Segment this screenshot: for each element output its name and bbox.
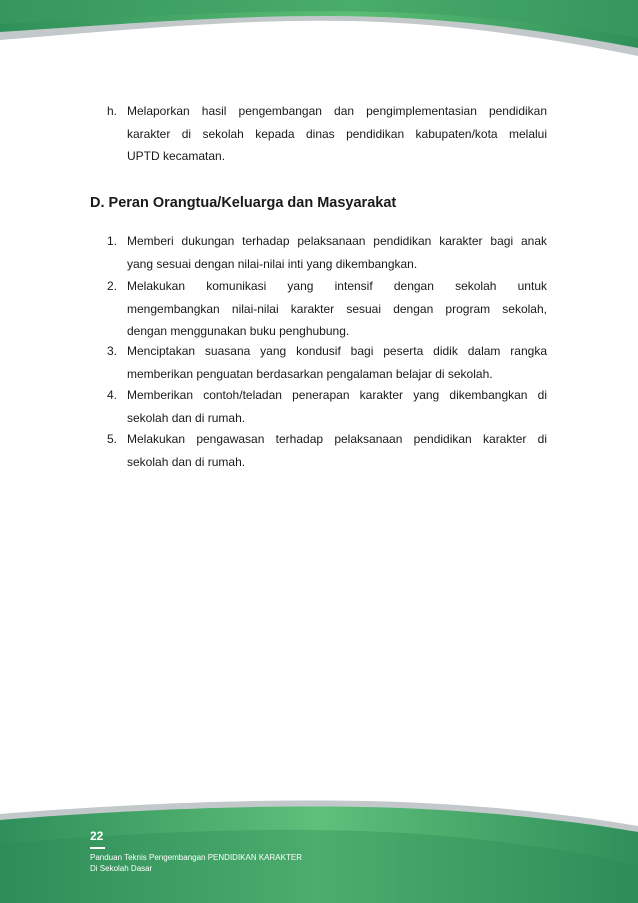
footer-title: Panduan Teknis Pengembangan PENDIDIKAN KARAKTER [90, 853, 302, 862]
list-item-text: Memberi dukungan terhadap pelaksanaan pendidikan karakter bagi anak [127, 234, 547, 248]
list-item-text: Melaporkan hasil pengembangan dan pengimplementasian pendidikan [127, 104, 547, 118]
page-number-underline [90, 847, 105, 849]
footer-wave-decoration [0, 796, 638, 903]
list-item-text: UPTD kecamatan. [127, 149, 226, 163]
section-heading: D. Peran Orangtua/Keluarga dan Masyarakat [90, 195, 397, 211]
list-item [107, 230, 547, 275]
list-item-text: Menciptakan suasana yang kondusif bagi peserta didik dalam rangka [127, 344, 547, 358]
list-item [107, 340, 547, 385]
list-marker: 4. [107, 388, 118, 402]
list-item-text: karakter di sekolah kepada dinas pendidikan kabupaten/kota melalui [127, 126, 547, 141]
list-marker: 5. [107, 432, 118, 446]
list-item [107, 384, 547, 429]
list-item-text: mengembangkan nilai-nilai karakter sesuai dengan program sekolah, [127, 301, 547, 316]
list-marker: 1. [107, 234, 118, 248]
list-item-text: Melakukan komunikasi yang intensif dengan sekolah untuk [127, 279, 547, 293]
list-item-text: dengan menggunakan buku penghubung. [127, 324, 350, 338]
page-number: 22 [90, 829, 104, 843]
list-item-text: yang sesuai dengan nilai-nilai inti yang dikembangkan. [127, 256, 418, 271]
list-item-text: memberikan penguatan berdasarkan pengalaman belajar di sekolah. [127, 366, 493, 381]
list-item [107, 428, 547, 473]
list-item-text: Memberikan contoh/teladan penerapan karakter yang dikembangkan di [127, 388, 547, 402]
list-marker: 2. [107, 279, 118, 293]
list-item-text: sekolah dan di rumah. [127, 410, 246, 425]
list-item-text: Melakukan pengawasan terhadap pelaksanaan pendidikan karakter di [127, 432, 547, 446]
list-item-text: sekolah dan di rumah. [127, 454, 246, 469]
list-item [107, 275, 547, 343]
header-wave-decoration [0, 0, 638, 60]
list-marker: 3. [107, 344, 118, 358]
list-item [107, 100, 547, 168]
list-marker: h. [107, 104, 118, 118]
footer-subtitle: Di Sekolah Dasar [90, 864, 153, 873]
